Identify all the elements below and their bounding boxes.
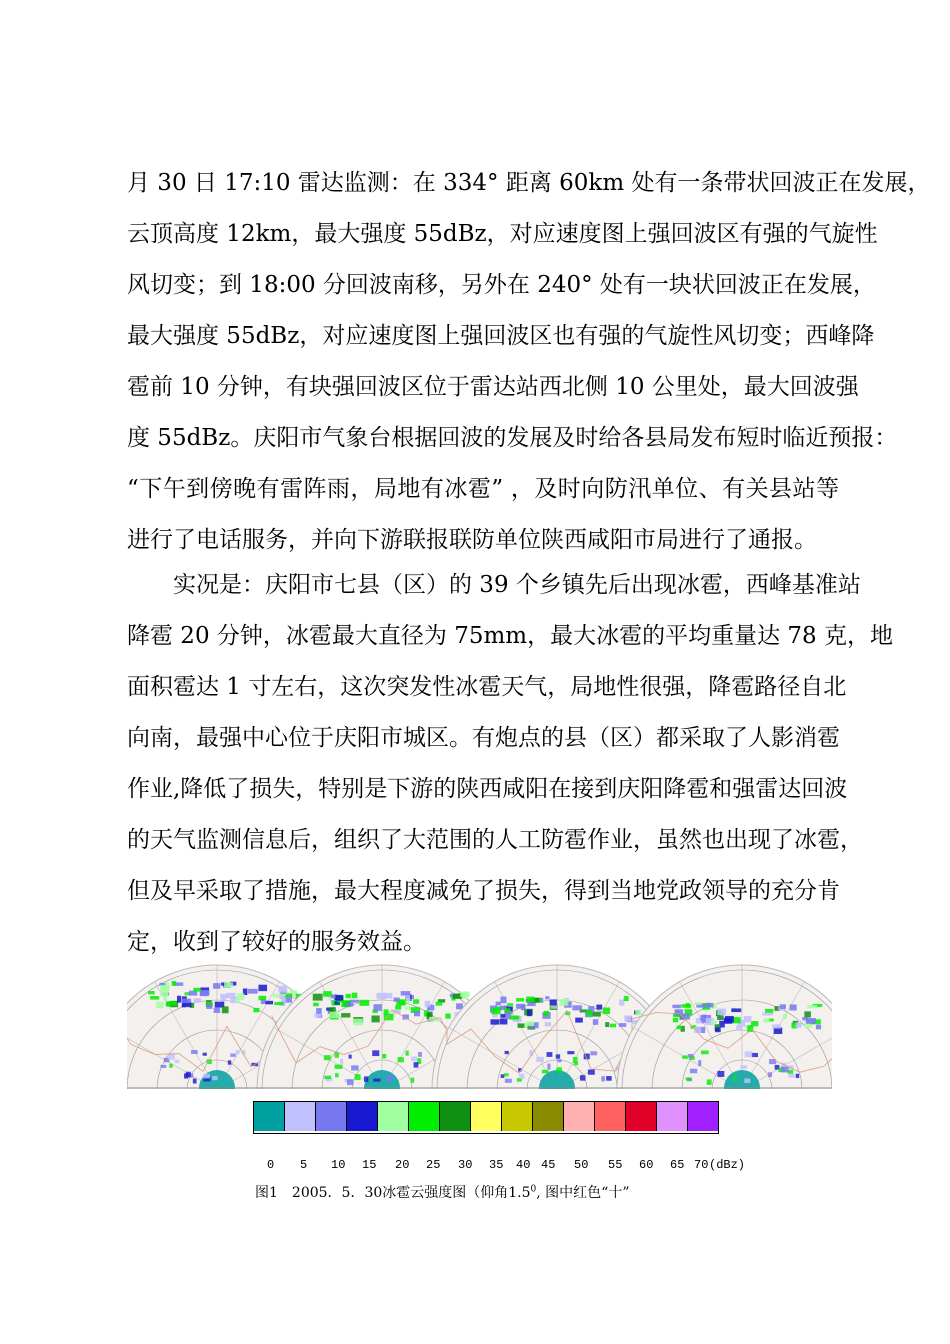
dbz-unit-label: (dBz) — [709, 1158, 746, 1172]
text-line: 的天气监测信息后，组织了大范围的人工防雹作业，虽然也出现了冰雹， — [127, 827, 863, 853]
legend-swatch — [439, 1102, 470, 1131]
caption-text: 图1 2005．5．30冰雹云强度图（仰角1.5 — [255, 1185, 531, 1201]
text-line: 云顶高度 12km，最大强度 55dBz，对应速度图上强回波区有强的气旋性 — [127, 221, 878, 247]
legend-swatch — [501, 1102, 532, 1131]
radar-reflectivity-image — [127, 955, 832, 1089]
legend-swatch — [408, 1102, 439, 1131]
text-line: 风切变；到 18:00 分回波南移，另外在 240° 处有一块状回波正在发展， — [127, 272, 876, 298]
text-line: 作业,降低了损失，特别是下游的陕西咸阳在接到庆阳降雹和强雷达回波 — [127, 776, 848, 802]
legend-swatch — [656, 1102, 687, 1131]
dbz-color-legend — [253, 1101, 719, 1134]
dbz-tick: 25 — [426, 1158, 441, 1172]
dbz-tick: 0 — [267, 1158, 275, 1172]
paragraph-radar-monitoring — [127, 158, 931, 566]
dbz-tick: 50 — [574, 1158, 589, 1172]
legend-swatch — [470, 1102, 501, 1131]
dbz-tick: 65 — [670, 1158, 685, 1172]
dbz-tick: 15 — [362, 1158, 377, 1172]
legend-swatch — [532, 1102, 563, 1131]
text-line: 降雹 20 分钟，冰雹最大直径为 75mm，最大冰雹的平均重量达 78 克，地 — [127, 623, 893, 649]
text-line: 实况是：庆阳市七县（区）的 39 个乡镇先后出现冰雹，西峰基准站 — [127, 572, 861, 598]
legend-swatch — [563, 1102, 594, 1131]
text-line: 月 30 日 17:10 雷达监测：在 334° 距离 60km 处有一条带状回波正在发展， — [127, 170, 931, 196]
legend-swatch — [625, 1102, 656, 1131]
dbz-tick: 55 — [608, 1158, 623, 1172]
dbz-tick: 60 — [639, 1158, 654, 1172]
figure-caption — [255, 1182, 629, 1202]
text-line: 雹前 10 分钟，有块强回波区位于雷达站西北侧 10 公里处，最大回波强 — [127, 374, 859, 400]
dbz-tick: 70 — [694, 1158, 709, 1172]
dbz-tick-labels — [262, 1158, 762, 1174]
text-line: 向南，最强中心位于庆阳市城区。有炮点的县（区）都采取了人影消雹 — [127, 725, 840, 751]
legend-swatch — [284, 1102, 315, 1131]
caption-superscript: 0 — [530, 1184, 537, 1195]
dbz-tick: 30 — [458, 1158, 473, 1172]
legend-swatch — [594, 1102, 625, 1131]
paragraph-observations — [127, 560, 893, 968]
legend-swatch — [687, 1102, 718, 1131]
dbz-tick: 5 — [300, 1158, 308, 1172]
text-line: 定，收到了较好的服务效益。 — [127, 929, 426, 955]
dbz-tick: 20 — [395, 1158, 410, 1172]
text-line: 但及早采取了措施，最大程度减免了损失，得到当地党政领导的充分肯 — [127, 878, 840, 904]
text-line: 面积雹达 1 寸左右，这次突发性冰雹天气，局地性很强，降雹路径自北 — [127, 674, 847, 700]
text-line: 最大强度 55dBz，对应速度图上强回波区也有强的气旋性风切变；西峰降 — [127, 323, 875, 349]
legend-swatch — [346, 1102, 377, 1131]
text-line: “下午到傍晚有雷阵雨，局地有冰雹” ，及时向防汛单位、有关县站等 — [127, 476, 839, 502]
dbz-tick: 45 — [541, 1158, 556, 1172]
legend-swatch — [315, 1102, 346, 1131]
legend-swatch — [254, 1102, 284, 1131]
dbz-tick: 10 — [331, 1158, 346, 1172]
dbz-tick: 35 — [489, 1158, 504, 1172]
text-line: 进行了电话服务，并向下游联报联防单位陕西咸阳市局进行了通报。 — [127, 527, 817, 553]
legend-swatch — [377, 1102, 408, 1131]
caption-tail: , 图中红色“十” — [536, 1185, 630, 1201]
text-line: 度 55dBz。庆阳市气象台根据回波的发展及时给各县局发布短时临近预报： — [127, 425, 898, 451]
dbz-tick: 40 — [516, 1158, 531, 1172]
